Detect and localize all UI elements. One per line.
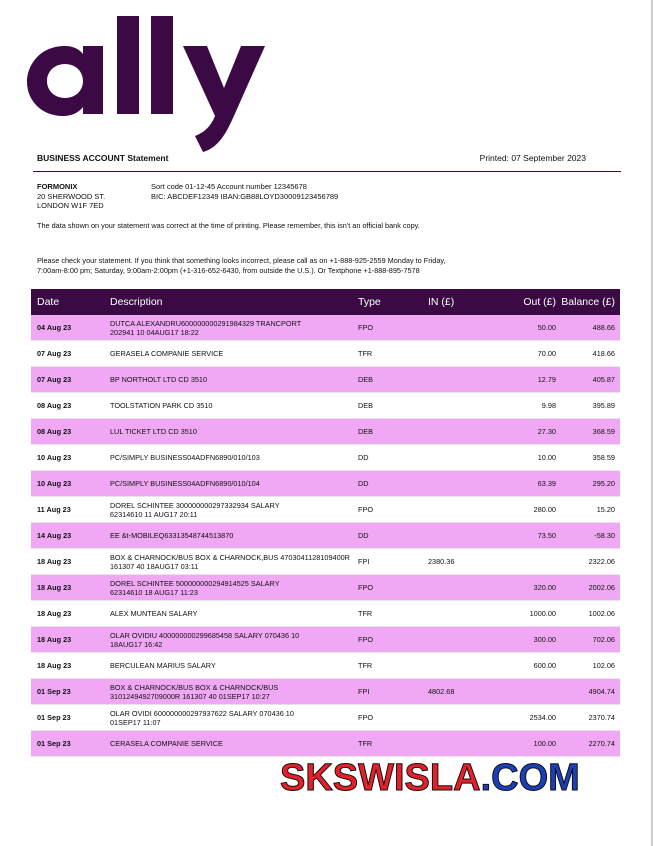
cell-description: PC/SIMPLY BUSINESS04ADFN6890/010/104 bbox=[110, 471, 358, 497]
col-header-in: IN (£) bbox=[428, 289, 491, 315]
cell-balance: 4904.74 bbox=[558, 679, 620, 705]
cell-description: PC/SIMPLY BUSINESS04ADFN6890/010/103 bbox=[110, 445, 358, 471]
cell-balance: 368.59 bbox=[558, 419, 620, 445]
cell-type: TFR bbox=[358, 341, 428, 367]
col-header-balance: Balance (£) bbox=[558, 289, 620, 315]
title-divider bbox=[33, 171, 621, 172]
cell-description: BOX & CHARNOCK/BUS BOX & CHARNOCK/BUS 3101249492709000R 161307 40 01SEP17 10:27 bbox=[110, 679, 358, 705]
cell-description: OLAR OVIDIU 400000000299685458 SALARY 070436 10 18AUG17 16:42 bbox=[110, 627, 358, 653]
cell-balance: 358.59 bbox=[558, 445, 620, 471]
ally-logo bbox=[25, 8, 270, 158]
cell-balance: 102.06 bbox=[558, 653, 620, 679]
cell-in bbox=[428, 523, 491, 549]
printed-date: Printed: 07 September 2023 bbox=[479, 153, 586, 163]
cell-in bbox=[428, 627, 491, 653]
table-row bbox=[31, 393, 620, 419]
cell-out: 63.39 bbox=[491, 471, 558, 497]
cell-date: 14 Aug 23 bbox=[31, 523, 110, 549]
cell-type: FPI bbox=[358, 679, 428, 705]
cell-date: 08 Aug 23 bbox=[31, 393, 110, 419]
cell-balance: 2002.06 bbox=[558, 575, 620, 601]
cell-date: 01 Sep 23 bbox=[31, 679, 110, 705]
cell-description: EE &t-MOBILEQ63313548744513870 bbox=[110, 523, 358, 549]
col-header-description: Description bbox=[110, 289, 358, 315]
watermark bbox=[280, 757, 580, 800]
cell-in bbox=[428, 575, 491, 601]
table-row bbox=[31, 601, 620, 627]
sort-code-account: Sort code 01-12-45 Account number 12345678 bbox=[151, 182, 307, 191]
table-row bbox=[31, 497, 620, 523]
cell-type: FPO bbox=[358, 627, 428, 653]
cell-date: 08 Aug 23 bbox=[31, 419, 110, 445]
cell-description: DOREL SCHINTEE 500000000294914525 SALARY 62314610 18 AUG17 11:23 bbox=[110, 575, 358, 601]
cell-in bbox=[428, 731, 491, 757]
cell-description: BP NORTHOLT LTD CD 3510 bbox=[110, 367, 358, 393]
cell-description: TOOLSTATION PARK CD 3510 bbox=[110, 393, 358, 419]
table-row bbox=[31, 731, 620, 757]
cell-in bbox=[428, 393, 491, 419]
table-header-row bbox=[31, 289, 620, 315]
cell-out: 50.00 bbox=[491, 315, 558, 341]
table-row bbox=[31, 419, 620, 445]
watermark-tld: COM bbox=[491, 757, 580, 799]
cell-in bbox=[428, 497, 491, 523]
cell-balance: 1002.06 bbox=[558, 601, 620, 627]
cell-date: 18 Aug 23 bbox=[31, 575, 110, 601]
cell-in bbox=[428, 653, 491, 679]
cell-description: LUL TICKET LTD CD 3510 bbox=[110, 419, 358, 445]
cell-type: TFR bbox=[358, 601, 428, 627]
cell-description: CERASELA COMPANIE SERVICE bbox=[110, 731, 358, 757]
cell-in bbox=[428, 705, 491, 731]
cell-type: DD bbox=[358, 445, 428, 471]
cell-balance: 295.20 bbox=[558, 471, 620, 497]
customer-address bbox=[37, 182, 105, 211]
transactions-table bbox=[31, 289, 620, 757]
cell-out: 10.00 bbox=[491, 445, 558, 471]
cell-in bbox=[428, 471, 491, 497]
cell-type: FPI bbox=[358, 549, 428, 575]
transactions-body bbox=[31, 315, 620, 757]
statement-title: BUSINESS ACCOUNT Statement bbox=[37, 153, 169, 163]
bank-details bbox=[151, 182, 338, 201]
cell-type: DD bbox=[358, 471, 428, 497]
address-line-2: LONDON W1F 7ED bbox=[37, 201, 104, 210]
cell-date: 10 Aug 23 bbox=[31, 471, 110, 497]
cell-out: 600.00 bbox=[491, 653, 558, 679]
bic-iban: BIC: ABCDEF12349 IBAN:GB88LOYD30009123456789 bbox=[151, 191, 339, 201]
cell-out: 2534.00 bbox=[491, 705, 558, 731]
cell-out: 320.00 bbox=[491, 575, 558, 601]
address-line-1: 20 SHERWOOD ST. bbox=[37, 191, 106, 201]
cell-date: 07 Aug 23 bbox=[31, 341, 110, 367]
cell-date: 04 Aug 23 bbox=[31, 315, 110, 341]
col-header-type: Type bbox=[358, 289, 428, 315]
cell-date: 18 Aug 23 bbox=[31, 653, 110, 679]
cell-date: 01 Sep 23 bbox=[31, 705, 110, 731]
cell-out: 73.50 bbox=[491, 523, 558, 549]
cell-type: FPO bbox=[358, 315, 428, 341]
cell-type: FPO bbox=[358, 497, 428, 523]
table-row bbox=[31, 549, 620, 575]
cell-balance: 15.20 bbox=[558, 497, 620, 523]
col-header-out: Out (£) bbox=[491, 289, 558, 315]
cell-out: 100.00 bbox=[491, 731, 558, 757]
cell-description: DUTCA ALEXANDRU600000000291984329 TRANCPORT 202941 10 04AUG17 18:22 bbox=[110, 315, 358, 341]
table-row bbox=[31, 627, 620, 653]
cell-type: DEB bbox=[358, 419, 428, 445]
cell-description: GERASELA COMPANIE SERVICE bbox=[110, 341, 358, 367]
table-row bbox=[31, 315, 620, 341]
table-row bbox=[31, 367, 620, 393]
cell-out: 300.00 bbox=[491, 627, 558, 653]
company-name: FORMONIX bbox=[37, 182, 78, 191]
col-header-date: Date bbox=[31, 289, 110, 315]
cell-balance: 2270.74 bbox=[558, 731, 620, 757]
cell-out: 12.79 bbox=[491, 367, 558, 393]
cell-in: 2380.36 bbox=[428, 549, 491, 575]
table-row bbox=[31, 575, 620, 601]
cell-type: DEB bbox=[358, 393, 428, 419]
cell-date: 18 Aug 23 bbox=[31, 549, 110, 575]
table-row bbox=[31, 341, 620, 367]
cell-type: FPO bbox=[358, 575, 428, 601]
cell-balance: 702.06 bbox=[558, 627, 620, 653]
cell-in: 4802.68 bbox=[428, 679, 491, 705]
cell-out bbox=[491, 679, 558, 705]
cell-type: TFR bbox=[358, 653, 428, 679]
cell-description: ALEX MUNTEAN SALARY bbox=[110, 601, 358, 627]
cell-description: DOREL SCHINTEE 300000000297332934 SALARY 62314610 11 AUG17 20:11 bbox=[110, 497, 358, 523]
cell-description: OLAR OVIDI 600000000297937622 SALARY 070436 10 01SEP17 11:07 bbox=[110, 705, 358, 731]
cell-date: 10 Aug 23 bbox=[31, 445, 110, 471]
cell-balance: 395.89 bbox=[558, 393, 620, 419]
watermark-main: SKSWISLA bbox=[280, 757, 481, 799]
cell-out: 27.30 bbox=[491, 419, 558, 445]
cell-in bbox=[428, 601, 491, 627]
cell-in bbox=[428, 341, 491, 367]
cell-in bbox=[428, 445, 491, 471]
cell-balance: 2322.06 bbox=[558, 549, 620, 575]
cell-balance: 488.66 bbox=[558, 315, 620, 341]
cell-balance: 405.87 bbox=[558, 367, 620, 393]
cell-date: 01 Sep 23 bbox=[31, 731, 110, 757]
table-row bbox=[31, 653, 620, 679]
table-row bbox=[31, 471, 620, 497]
cell-type: FPO bbox=[358, 705, 428, 731]
contact-text: Please check your statement. If you think that something looks incorrect, please call as on +1-888-925-2559 Monday to Friday, 7:00am-8:00 pm; Saturday, 9:00am-2:00pm (+1-316-652-6430, from outside the U.S.). Or Textphone +1-888-895-7578 bbox=[37, 256, 446, 275]
cell-balance: 2370.74 bbox=[558, 705, 620, 731]
cell-date: 18 Aug 23 bbox=[31, 601, 110, 627]
cell-balance: -58.30 bbox=[558, 523, 620, 549]
table-row bbox=[31, 679, 620, 705]
table-row bbox=[31, 523, 620, 549]
cell-out: 70.00 bbox=[491, 341, 558, 367]
cell-in bbox=[428, 367, 491, 393]
cell-out: 1000.00 bbox=[491, 601, 558, 627]
cell-date: 07 Aug 23 bbox=[31, 367, 110, 393]
cell-date: 11 Aug 23 bbox=[31, 497, 110, 523]
table-row bbox=[31, 705, 620, 731]
cell-balance: 418.66 bbox=[558, 341, 620, 367]
cell-out: 280.00 bbox=[491, 497, 558, 523]
cell-description: BOX & CHARNOCK/BUS BOX & CHARNOCK,BUS 4703041128109400R 161307 40 18AUG17 03:11 bbox=[110, 549, 358, 575]
cell-in bbox=[428, 419, 491, 445]
cell-type: DEB bbox=[358, 367, 428, 393]
watermark-dot: . bbox=[480, 757, 492, 799]
cell-type: TFR bbox=[358, 731, 428, 757]
cell-date: 18 Aug 23 bbox=[31, 627, 110, 653]
table-row bbox=[31, 445, 620, 471]
cell-out: 9.98 bbox=[491, 393, 558, 419]
cell-out bbox=[491, 549, 558, 575]
cell-type: DD bbox=[358, 523, 428, 549]
disclaimer-text: The data shown on your statement was correct at the time of printing. Please remember, this isn't an official bank copy. bbox=[37, 221, 420, 230]
cell-in bbox=[428, 315, 491, 341]
cell-description: BERCULEAN MARIUS SALARY bbox=[110, 653, 358, 679]
